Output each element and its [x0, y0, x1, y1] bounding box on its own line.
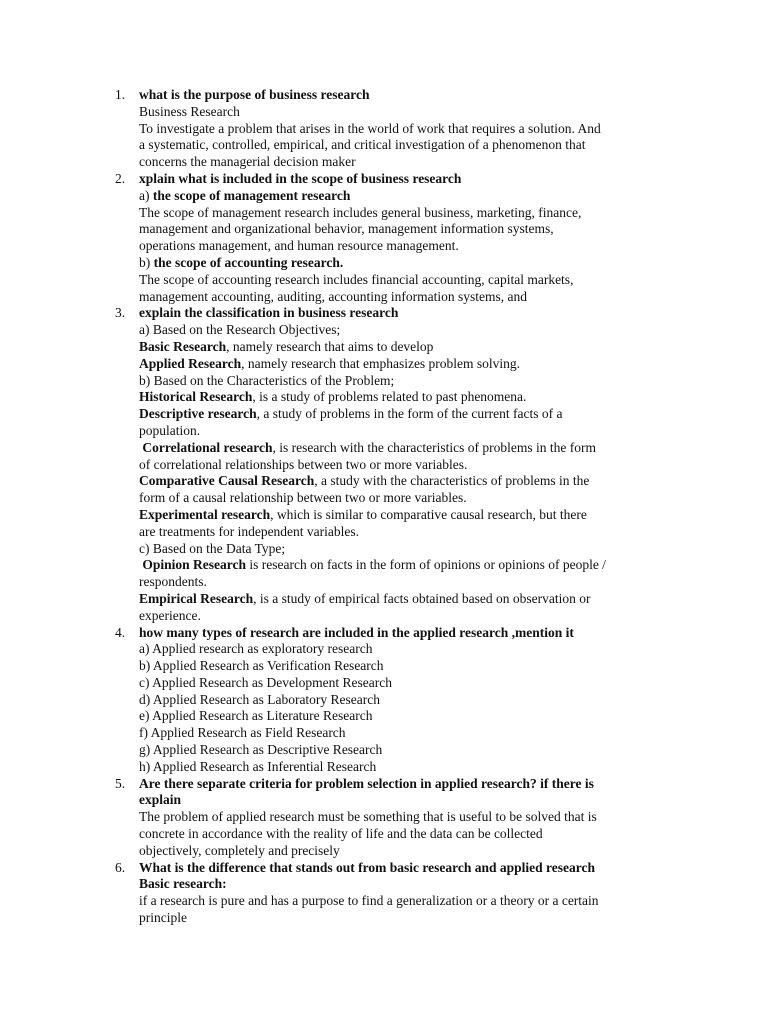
answer-line: principle — [139, 910, 187, 926]
term-line — [139, 440, 679, 457]
question-title: how many types of research are included in the applied research ,mention it — [139, 624, 574, 640]
question-4 — [0, 625, 768, 776]
term-description: , a study with the characteristics of problems in the — [314, 473, 590, 489]
answer-line: experience. — [139, 607, 201, 623]
sub-prefix: b) — [139, 254, 154, 270]
question-number: 6. — [115, 859, 126, 875]
answer-line: To investigate a problem that arises in the world of work that requires a solution. And — [139, 120, 601, 136]
answer-line: The problem of applied research must be something that is useful to be solved that is — [139, 809, 597, 825]
question-number: 2. — [115, 170, 126, 186]
term-description: , which is similar to comparative causal research, but there — [270, 506, 587, 522]
subheading: Basic research: — [139, 876, 227, 892]
answer-line: of correlational relationships between two or more variables. — [139, 456, 468, 472]
list-item: e) Applied Research as Literature Research — [139, 708, 373, 724]
answer-line: management and organizational behavior, management information systems, — [139, 221, 554, 237]
answer-line: respondents. — [139, 574, 207, 590]
subheading-line — [139, 188, 679, 205]
term-line — [139, 591, 679, 608]
term-description: , is research with the characteristics of problems in the form — [272, 439, 596, 455]
question-title-cont: explain — [139, 792, 182, 808]
question-title: xplain what is included in the scope of business research — [139, 170, 462, 186]
list-item: a) Applied research as exploratory research — [139, 641, 373, 657]
term: Experimental research — [139, 506, 271, 522]
question-title: explain the classification in business research — [139, 305, 399, 321]
term-line — [139, 507, 679, 524]
list-item: g) Applied Research as Descriptive Research — [139, 742, 383, 758]
term: Applied Research — [139, 355, 242, 371]
question-1 — [0, 87, 768, 171]
term-description: , is a study of empirical facts obtained based on observation or — [253, 590, 591, 606]
question-title: what is the purpose of business research — [139, 87, 370, 102]
question-3 — [0, 305, 768, 624]
question-5 — [0, 776, 768, 860]
term-description: , namely research that emphasizes problem solving. — [241, 355, 521, 371]
list-item: c) Applied Research as Development Research — [139, 674, 393, 690]
answer-line: concrete in accordance with the reality of life and the data can be collected — [139, 826, 543, 842]
term: Basic Research — [139, 338, 227, 354]
answer-line: if a research is pure and has a purpose to find a generalization or a theory or a certain — [139, 893, 599, 909]
question-6 — [0, 860, 768, 927]
term-description: , a study of problems in the form of the current facts of a — [256, 406, 563, 422]
answer-line: form of a causal relationship between two or more variables. — [139, 490, 467, 506]
question-number: 3. — [115, 305, 126, 321]
term-line — [139, 473, 679, 490]
answer-line: The scope of accounting research includes financial accounting, capital markets, — [139, 271, 574, 287]
list-item: d) Applied Research as Laboratory Research — [139, 691, 381, 707]
document-page — [0, 87, 768, 927]
answer-line: The scope of management research includes general business, marketing, finance, — [139, 204, 582, 220]
list-item: h) Applied Research as Inferential Research — [139, 758, 377, 774]
term: Correlational research — [142, 439, 273, 455]
answer-line: a) Based on the Research Objectives; — [139, 322, 341, 338]
list-item: b) Applied Research as Verification Research — [139, 658, 384, 674]
subheading-line — [139, 255, 679, 272]
answer-line: population. — [139, 422, 201, 438]
answer-line: Business Research — [139, 103, 240, 119]
term-description: is research on facts in the form of opinions or opinions of people / — [246, 557, 606, 573]
term-line — [139, 406, 679, 423]
question-number: 5. — [115, 775, 126, 791]
term-description: , namely research that aims to develop — [226, 338, 434, 354]
question-2 — [0, 171, 768, 305]
subheading: the scope of accounting research. — [153, 254, 344, 270]
term: Comparative Causal Research — [139, 473, 315, 489]
question-number: 4. — [115, 624, 126, 640]
question-title: What is the difference that stands out from basic research and applied research — [139, 859, 595, 875]
answer-line: a systematic, controlled, empirical, and critical investigation of a phenomenon that — [139, 137, 586, 153]
term: Descriptive research — [139, 406, 257, 422]
answer-line: objectively, completely and precisely — [139, 842, 340, 858]
answer-line: c) Based on the Data Type; — [139, 540, 286, 556]
term: Empirical Research — [139, 590, 254, 606]
term-line — [139, 389, 679, 406]
term-line — [139, 557, 679, 574]
question-number: 1. — [115, 87, 126, 102]
answer-line: b) Based on the Characteristics of the Problem; — [139, 372, 395, 388]
term-line — [139, 356, 679, 373]
answer-line: operations management, and human resource management. — [139, 238, 459, 254]
subheading: the scope of management research — [152, 187, 351, 203]
term-description: , is a study of problems related to past phenomena. — [252, 389, 527, 405]
list-item: f) Applied Research as Field Research — [139, 725, 346, 741]
answer-line: management accounting, auditing, accounting information systems, and — [139, 288, 528, 304]
answer-line: concerns the managerial decision maker — [139, 154, 356, 170]
question-title: Are there separate criteria for problem selection in applied research? if there is — [139, 775, 594, 791]
answer-line: are treatments for independent variables. — [139, 523, 360, 539]
term: Opinion Research — [142, 557, 247, 573]
sub-prefix: a) — [139, 187, 153, 203]
term-line — [139, 339, 679, 356]
term: Historical Research — [139, 389, 253, 405]
